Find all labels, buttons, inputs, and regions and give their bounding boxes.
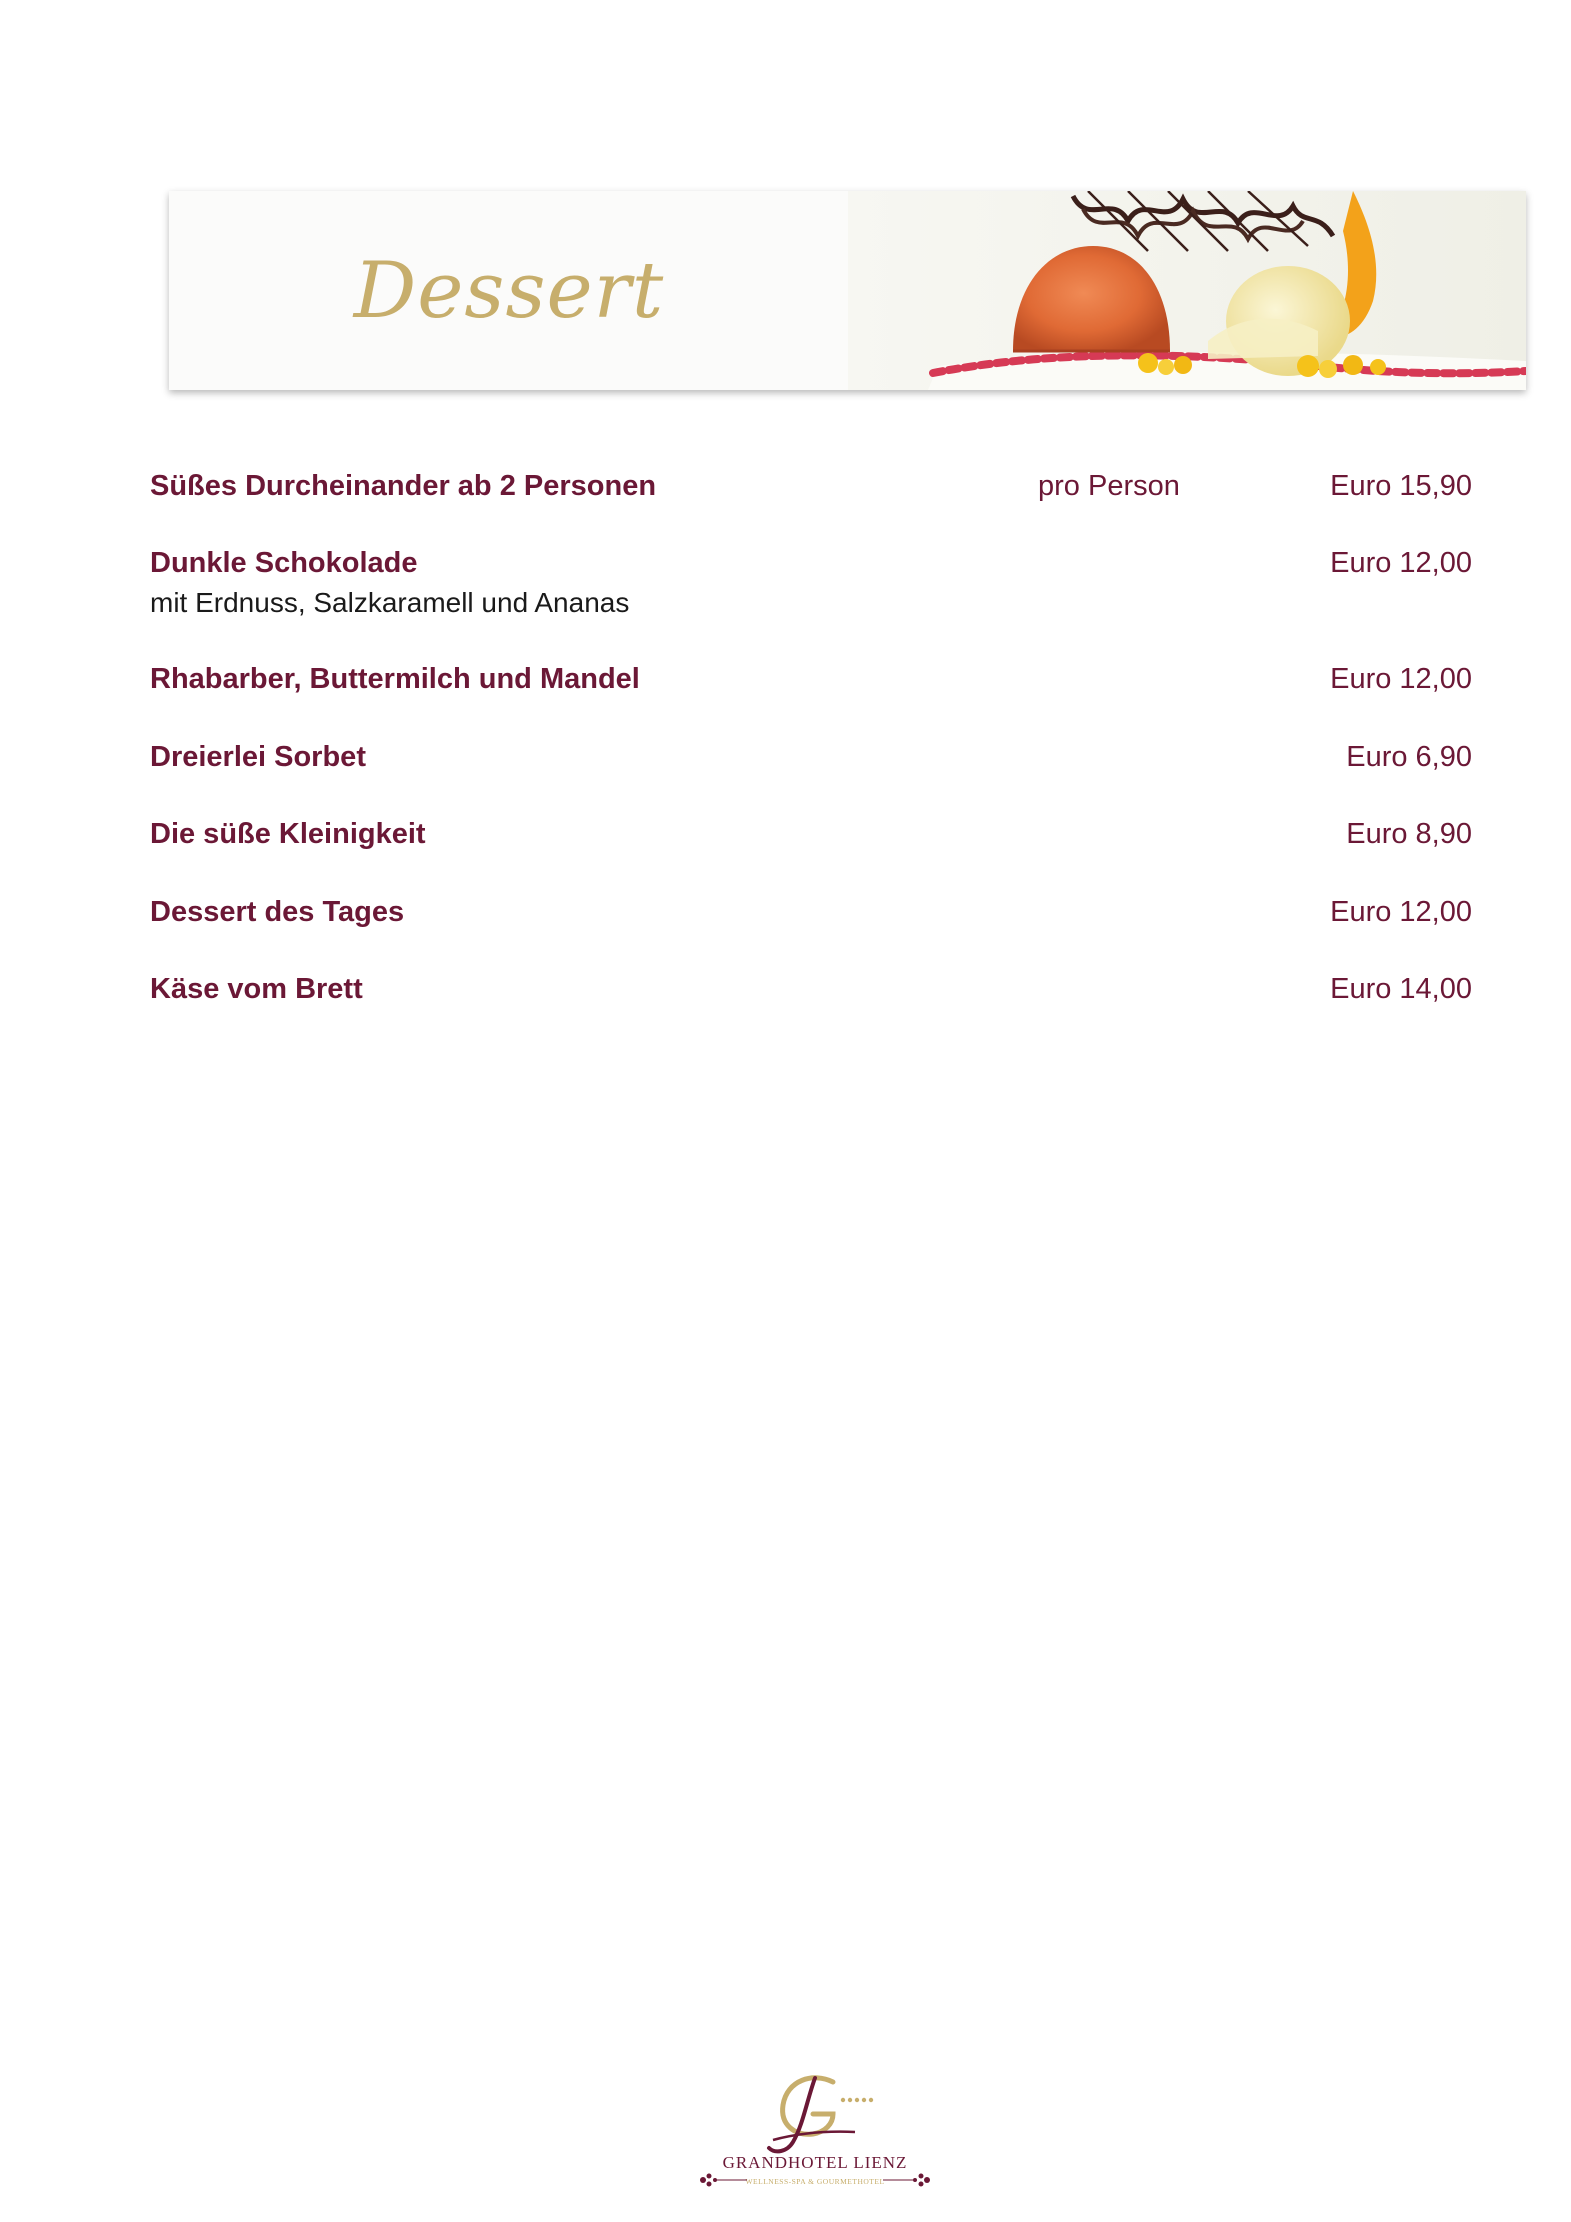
item-price: Euro 15,90 — [1330, 470, 1472, 502]
header-banner — [169, 191, 1526, 390]
page-title: Dessert — [353, 245, 665, 336]
logo-name: GRANDHOTEL LIENZ — [722, 2153, 908, 2172]
item-name: Dessert des Tages — [150, 896, 405, 928]
item-price: Euro 8,90 — [1346, 818, 1472, 850]
item-name: Süßes Durcheinander ab 2 Personen — [150, 470, 657, 502]
item-name: Dreierlei Sorbet — [150, 741, 366, 773]
item-price: Euro 12,00 — [1330, 547, 1472, 579]
hotel-logo — [695, 2070, 935, 2195]
item-name: Rhabarber, Buttermilch und Mandel — [150, 663, 640, 695]
item-name: Die süße Kleinigkeit — [150, 818, 426, 850]
logo-tagline: WELLNESS-SPA & GOURMETHOTEL — [745, 2177, 885, 2186]
dessert-photo — [848, 191, 1526, 390]
item-price: Euro 12,00 — [1330, 663, 1472, 695]
item-unit: pro Person — [1038, 470, 1180, 502]
item-description: mit Erdnuss, Salzkaramell und Ananas — [150, 587, 630, 618]
item-price: Euro 6,90 — [1346, 741, 1472, 773]
item-name: Dunkle Schokolade — [150, 547, 418, 579]
item-price: Euro 14,00 — [1330, 973, 1472, 1005]
item-price: Euro 12,00 — [1330, 896, 1472, 928]
item-name: Käse vom Brett — [150, 973, 363, 1005]
